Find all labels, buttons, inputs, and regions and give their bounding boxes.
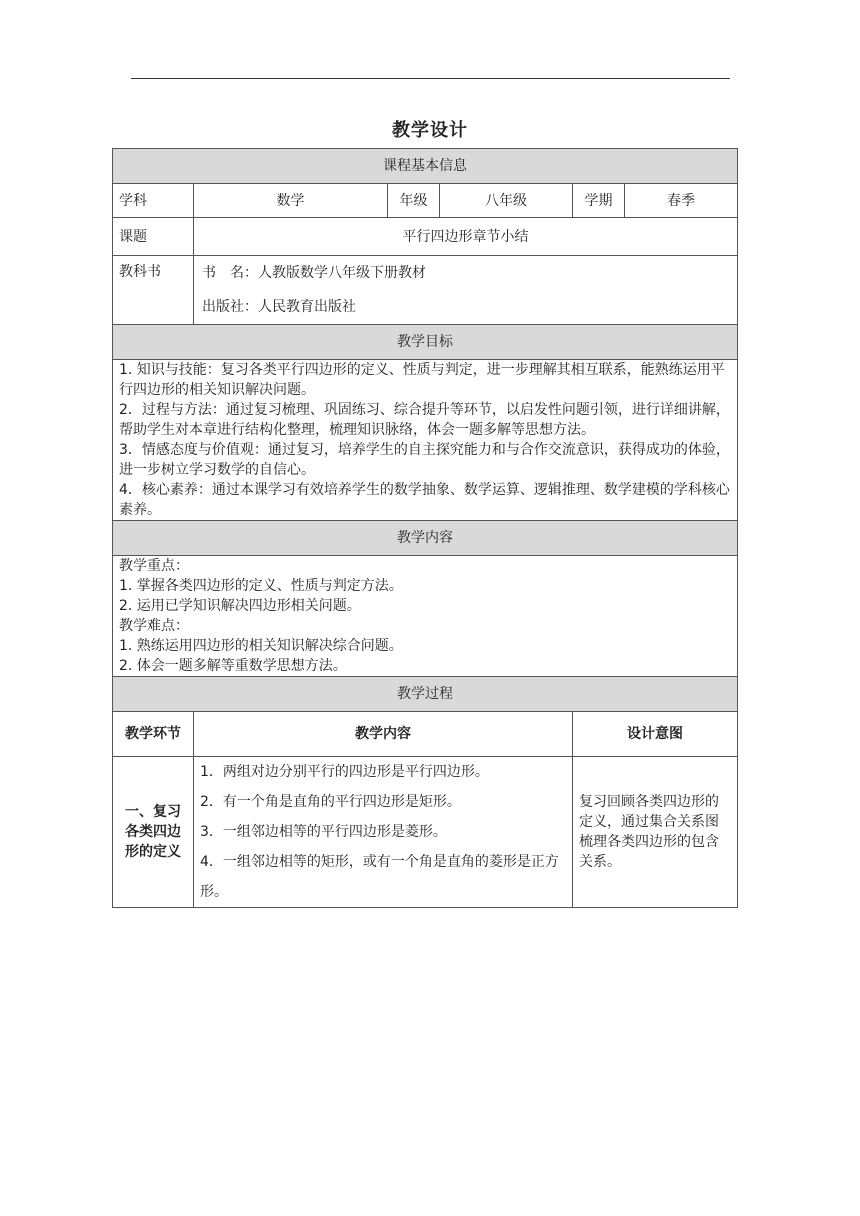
section-content: 教学内容 — [113, 521, 738, 556]
book-name-line: 书 名：人教版数学八年级下册教材 — [202, 265, 426, 281]
stage-name: 一、复习各类四边形的定义 — [113, 757, 194, 908]
difficulty-item: 2. 体会一题多解等重数学思想方法。 — [119, 658, 347, 674]
lesson-plan-table — [112, 148, 738, 908]
header-rule — [131, 78, 730, 79]
objectives-body — [113, 360, 738, 521]
grade-label: 年级 — [388, 184, 440, 218]
content-body — [113, 556, 738, 677]
stage-intent: 复习回顾各类四边形的定义，通过集合关系图梳理各类四边形的包含关系。 — [573, 757, 738, 908]
key-point-item: 2. 运用已学知识解决四边形相关问题。 — [119, 598, 361, 614]
topic-label: 课题 — [113, 218, 194, 256]
textbook-label: 教科书 — [113, 256, 194, 325]
difficulty-item: 1. 熟练运用四边形的相关知识解决综合问题。 — [119, 638, 403, 654]
topic-value: 平行四边形章节小结 — [194, 218, 738, 256]
term-label: 学期 — [573, 184, 625, 218]
publisher-line: 出版社：人民教育出版社 — [202, 299, 356, 315]
key-point-item: 1. 掌握各类四边形的定义、性质与判定方法。 — [119, 578, 403, 594]
document-title: 教学设计 — [392, 120, 468, 141]
objective-item: 4．核心素养：通过本课学习有效培养学生的数学抽象、数学运算、逻辑推理、数学建模的学科核心素养。 — [119, 482, 730, 518]
section-objectives: 教学目标 — [113, 325, 738, 360]
content-line: 2．有一个角是直角的平行四边形是矩形。 — [200, 794, 461, 810]
col-header-content: 教学内容 — [194, 712, 573, 757]
stage-content — [194, 757, 573, 908]
objective-item: 1. 知识与技能：复习各类平行四边形的定义、性质与判定，进一步理解其相互联系，能熟练运用平行四边形的相关知识解决问题。 — [119, 362, 725, 398]
table-row — [113, 757, 738, 908]
textbook-info — [194, 256, 738, 325]
objective-item: 3．情感态度与价值观：通过复习，培养学生的自主探究能力和与合作交流意识，获得成功的体验，进一步树立学习数学的自信心。 — [119, 442, 730, 478]
content-line: 3．一组邻边相等的平行四边形是菱形。 — [200, 824, 447, 840]
objective-item: 2．过程与方法：通过复习梳理、巩固练习、综合提升等环节，以启发性问题引领，进行详细讲解，帮助学生对本章进行结构化整理，梳理知识脉络，体会一题多解等思想方法。 — [119, 402, 730, 438]
grade-value: 八年级 — [440, 184, 573, 218]
col-header-intent: 设计意图 — [573, 712, 738, 757]
section-process: 教学过程 — [113, 677, 738, 712]
difficulties-label: 教学难点： — [119, 618, 189, 634]
section-basic-info: 课程基本信息 — [113, 149, 738, 184]
content-line: 4．一组邻边相等的矩形，或有一个角是直角的菱形是正方形。 — [200, 854, 559, 900]
key-points-label: 教学重点： — [119, 558, 189, 574]
content-line: 1．两组对边分别平行的四边形是平行四边形。 — [200, 764, 489, 780]
subject-label: 学科 — [113, 184, 194, 218]
subject-value: 数学 — [194, 184, 388, 218]
col-header-stage: 教学环节 — [113, 712, 194, 757]
term-value: 春季 — [625, 184, 738, 218]
